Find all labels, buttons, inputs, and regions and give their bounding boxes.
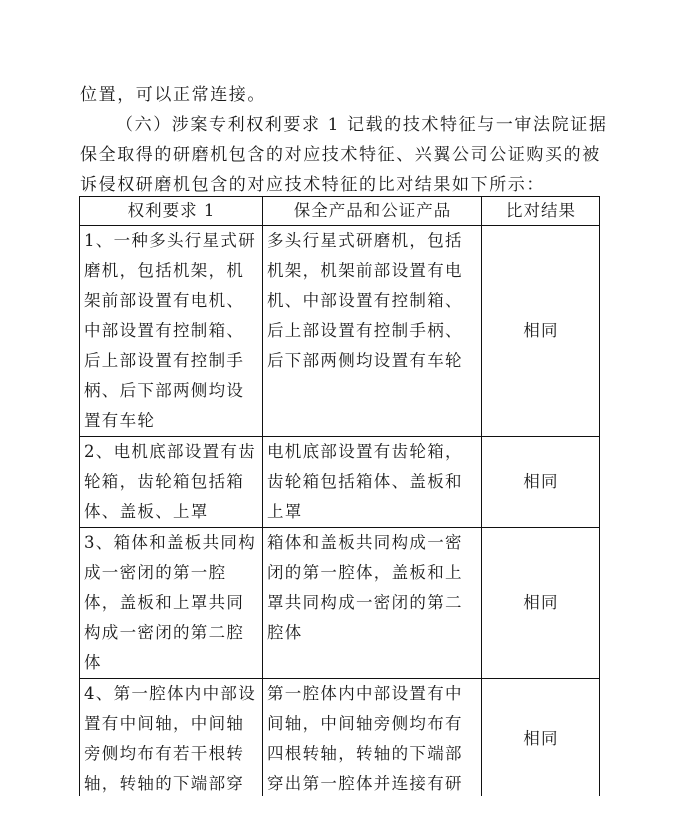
paragraph-line: 保全取得的研磨机包含的对应技术特征、兴翼公司公证购买的被 [80, 145, 601, 165]
header-claim: 权利要求 1 [80, 197, 263, 226]
header-result: 比对结果 [482, 197, 600, 226]
cell-product: 箱体和盖板共同构成一密闭的第一腔体，盖板和上罩共同构成一密闭的第二腔体 [263, 528, 482, 679]
paragraph-line: （六）涉案专利权利要求 1 记载的技术特征与一审法院证据 [116, 115, 608, 135]
cell-claim: 2、电机底部设置有齿轮箱，齿轮箱包括箱体、盖板、上罩 [80, 437, 263, 528]
table-row [80, 437, 600, 528]
cell-claim: 4、第一腔体内中部设置有中间轴，中间轴旁侧均布有若干根转轴，转轴的下端部穿 [80, 679, 263, 797]
table-header-row [80, 197, 600, 226]
cell-result: 相同 [482, 528, 600, 679]
cell-claim: 3、箱体和盖板共同构成一密闭的第一腔体，盖板和上罩共同构成一密闭的第二腔体 [80, 528, 263, 679]
cell-result: 相同 [482, 679, 600, 797]
header-product: 保全产品和公证产品 [263, 197, 482, 226]
paragraph-continuation: 位置，可以正常连接。 [80, 85, 266, 105]
cell-result: 相同 [482, 226, 600, 437]
cell-product: 电机底部设置有齿轮箱，齿轮箱包括箱体、盖板和上罩 [263, 437, 482, 528]
table-row [80, 226, 600, 437]
paragraph-line: 诉侵权研磨机包含的对应技术特征的比对结果如下所示： [80, 175, 545, 195]
table-row [80, 528, 600, 679]
comparison-table [79, 196, 600, 796]
cell-result: 相同 [482, 437, 600, 528]
table-row [80, 679, 600, 797]
cell-claim: 1、一种多头行星式研磨机，包括机架，机架前部设置有电机、中部设置有控制箱、后上部设置有控制手柄、后下部两侧均设置有车轮 [80, 226, 263, 437]
cell-product: 第一腔体内中部设置有中间轴，中间轴旁侧均布有四根转轴，转轴的下端部穿出第一腔体并连接有研 [263, 679, 482, 797]
cell-product: 多头行星式研磨机，包括机架，机架前部设置有电机、中部设置有控制箱、后上部设置有控制手柄、后下部两侧均设置有车轮 [263, 226, 482, 437]
